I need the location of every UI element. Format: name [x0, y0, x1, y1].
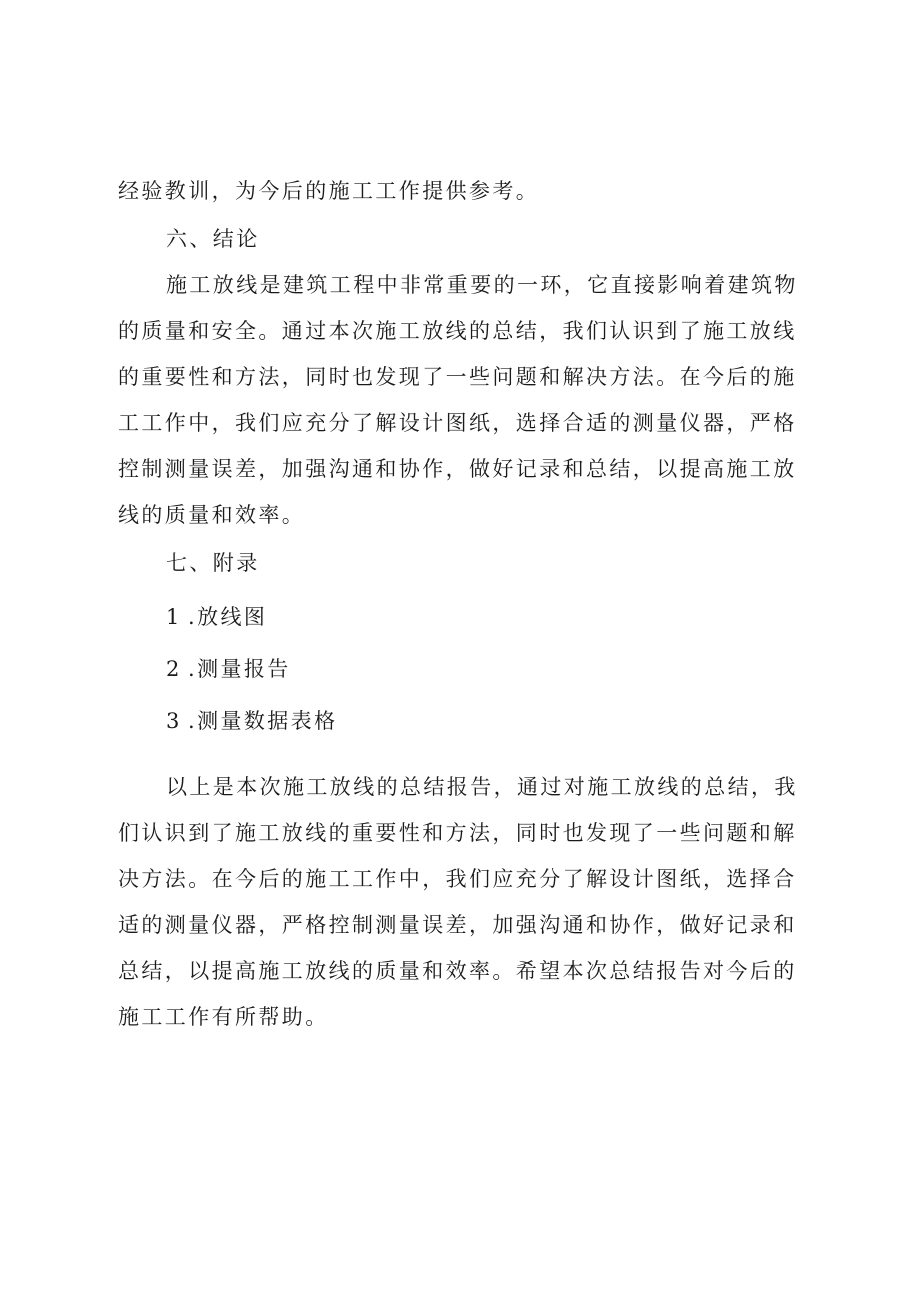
appendix-item-text: .放线图 — [188, 605, 268, 629]
appendix-item-text: .测量报告 — [188, 657, 291, 681]
appendix-item-2 — [166, 646, 291, 692]
section-6-body: 施工放线是建筑工程中非常重要的一环，它直接影响着建筑物的质量和安全。通过本次施工放线的总结，我们认识到了施工放线的重要性和方法，同时也发现了一些问题和解决方法。在今后的施工工作中，我们应充分了解设计图纸，选择合适的测量仪器，严格控制测量误差，加强沟通和协作，做好记录和总结，以提高施工放线的质量和效率。 — [118, 273, 798, 527]
appendix-item-number: 3 — [166, 709, 182, 733]
appendix-item-number: 1 — [166, 605, 182, 629]
intro-tail-paragraph: 经验教训，为今后的施工工作提供参考。 — [118, 179, 540, 203]
section-7-heading: 七、附录 — [166, 551, 260, 575]
appendix-item-number: 2 — [166, 657, 182, 681]
closing-paragraph: 以上是本次施工放线的总结报告，通过对施工放线的总结，我们认识到了施工放线的重要性和方法，同时也发现了一些问题和解决方法。在今后的施工工作中，我们应充分了解设计图纸，选择合适的测量仪器，严格控制测量误差，加强沟通和协作，做好记录和总结，以提高施工放线的质量和效率。希望本次总结报告对今后的施工工作有所帮助。 — [118, 775, 798, 1029]
appendix-item-text: .测量数据表格 — [188, 709, 338, 733]
appendix-item-3 — [166, 698, 337, 744]
appendix-item-1 — [166, 594, 267, 640]
section-6-heading: 六、结论 — [166, 227, 260, 251]
